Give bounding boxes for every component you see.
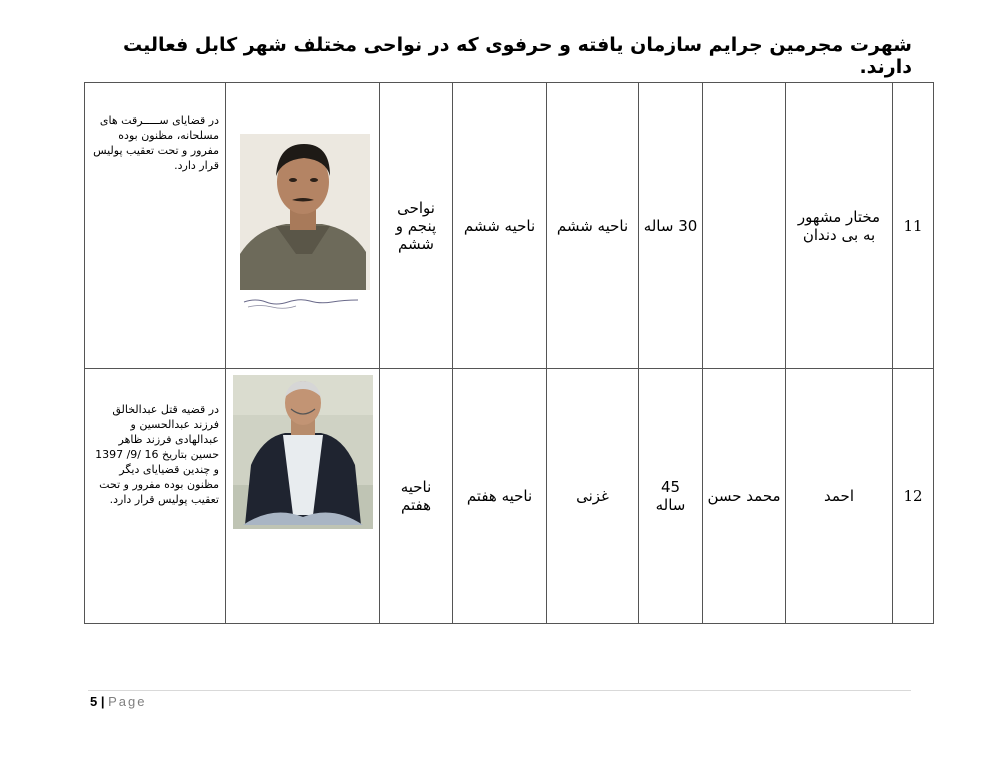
table-row bbox=[85, 369, 934, 624]
case-description: در قضیه قتل عبدالخالق فرزند عبدالحسین و عبدالهادی فرزند ظاهر حسین بتاریخ 16 /9/ 1397 و چندین قضیایای دیگر مظنون بوده مفرور و تحت تعقیب پولیس قرار دارد. bbox=[85, 369, 226, 624]
suspect-photo bbox=[233, 375, 373, 529]
case-description: در قضایای ســـــرقت های مسلحانه، مظنون بوده مفرور و تحت تعقیب پولیس قرار دارد. bbox=[85, 83, 226, 369]
age: 30 ساله bbox=[639, 83, 703, 369]
suspect-photo bbox=[236, 134, 370, 314]
page-footer bbox=[90, 694, 147, 709]
footer-divider bbox=[88, 690, 911, 691]
page-label: Page bbox=[108, 694, 147, 709]
father-name bbox=[703, 83, 786, 369]
page-number: 5 bbox=[90, 694, 98, 709]
row-number: 11 bbox=[893, 83, 934, 369]
document-title: شهرت مجرمین جرایم سازمان یافته و حرفوی که در نواحی مختلف شهر کابل فعالیت دارند. bbox=[123, 34, 912, 78]
area-of-operation: نواحی پنجم و ششم bbox=[380, 83, 453, 369]
table-row bbox=[85, 83, 934, 369]
page-separator: | bbox=[100, 694, 105, 709]
activity-area: ناحیه هفتم bbox=[453, 369, 547, 624]
residence: ناحیه ششم bbox=[547, 83, 639, 369]
activity-area: ناحیه ششم bbox=[453, 83, 547, 369]
suspect-name: مختار مشهور به بی دندان bbox=[786, 83, 893, 369]
suspects-table bbox=[84, 82, 934, 624]
age: 45 ساله bbox=[639, 369, 703, 624]
photo-cell bbox=[226, 83, 380, 369]
suspect-name: احمد bbox=[786, 369, 893, 624]
photo-cell bbox=[226, 369, 380, 624]
area-of-operation: ناحیه هفتم bbox=[380, 369, 453, 624]
father-name: محمد حسن bbox=[703, 369, 786, 624]
residence: غزنی bbox=[547, 369, 639, 624]
row-number: 12 bbox=[893, 369, 934, 624]
